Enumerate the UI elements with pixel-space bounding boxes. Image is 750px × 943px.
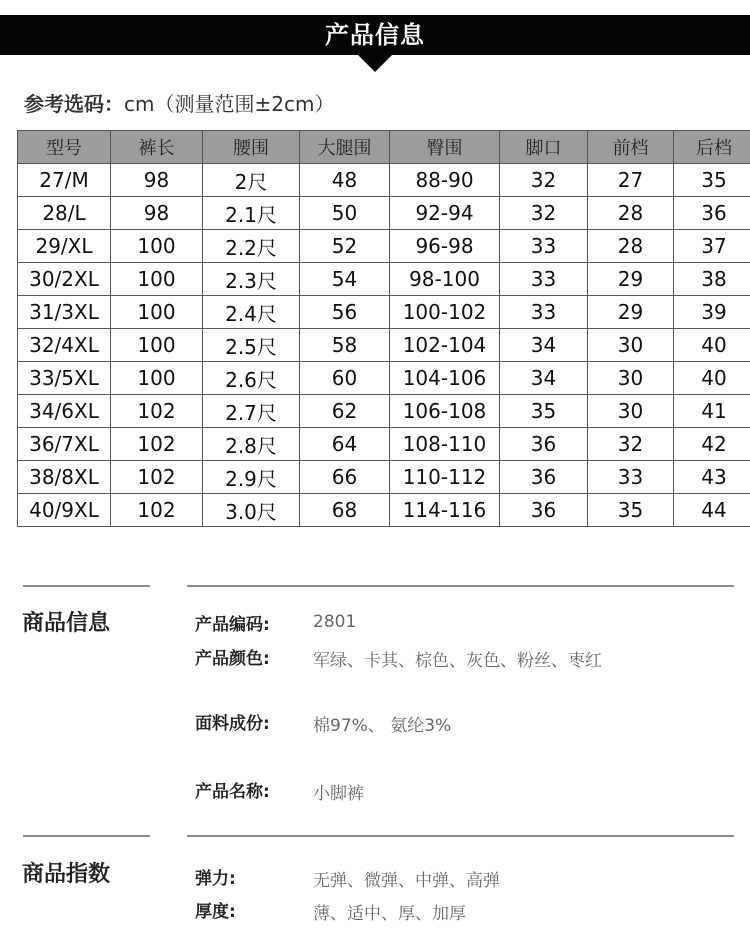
table-cell: 2.1尺 xyxy=(203,197,300,230)
table-cell: 40 xyxy=(674,362,750,395)
field-label: 产品颜色: xyxy=(195,649,270,669)
table-cell: 29 xyxy=(588,296,674,329)
table-cell: 62 xyxy=(300,395,390,428)
table-row xyxy=(18,197,750,230)
header-cell: 型号 xyxy=(18,131,111,164)
table-cell: 38/8XL xyxy=(18,461,111,494)
table-row xyxy=(18,329,750,362)
header-cell: 臀围 xyxy=(390,131,500,164)
table-cell: 32 xyxy=(500,164,588,197)
table-cell: 32 xyxy=(588,428,674,461)
table-cell: 36 xyxy=(674,197,750,230)
table-row xyxy=(18,230,750,263)
table-cell: 100 xyxy=(111,230,203,263)
table-cell: 44 xyxy=(674,494,750,527)
table-cell: 2.8尺 xyxy=(203,428,300,461)
table-cell: 98 xyxy=(111,197,203,230)
table-cell: 31/3XL xyxy=(18,296,111,329)
divider-left xyxy=(23,585,150,587)
table-cell: 100 xyxy=(111,263,203,296)
table-cell: 30 xyxy=(588,329,674,362)
field-value: 小脚裤 xyxy=(313,784,364,804)
table-cell: 32 xyxy=(500,197,588,230)
table-cell: 48 xyxy=(300,164,390,197)
table-cell: 36 xyxy=(500,494,588,527)
field-label: 产品编码: xyxy=(195,615,270,635)
table-cell: 102 xyxy=(111,395,203,428)
table-cell: 36/7XL xyxy=(18,428,111,461)
table-row xyxy=(18,461,750,494)
header-cell: 腰围 xyxy=(203,131,300,164)
table-row xyxy=(18,395,750,428)
table-cell: 52 xyxy=(300,230,390,263)
table-cell: 33/5XL xyxy=(18,362,111,395)
header-cell: 后档 xyxy=(674,131,750,164)
table-cell: 100 xyxy=(111,296,203,329)
size-table xyxy=(17,130,750,527)
table-cell: 40/9XL xyxy=(18,494,111,527)
table-cell: 2.9尺 xyxy=(203,461,300,494)
size-note-label: 参考选码： xyxy=(24,92,124,116)
table-cell: 30 xyxy=(588,362,674,395)
table-cell: 39 xyxy=(674,296,750,329)
size-note xyxy=(24,88,334,117)
table-cell: 36 xyxy=(500,428,588,461)
table-cell: 2.2尺 xyxy=(203,230,300,263)
table-cell: 100 xyxy=(111,362,203,395)
table-cell: 2.4尺 xyxy=(203,296,300,329)
field-label: 弹力: xyxy=(195,869,236,889)
table-row xyxy=(18,296,750,329)
title-arrow-icon xyxy=(358,55,392,72)
field-value: 无弹、微弹、中弹、高弹 xyxy=(313,871,500,891)
table-cell: 60 xyxy=(300,362,390,395)
table-cell: 2.5尺 xyxy=(203,329,300,362)
table-cell: 33 xyxy=(500,296,588,329)
table-cell: 35 xyxy=(588,494,674,527)
product-info-heading: 商品信息 xyxy=(22,611,111,636)
divider-right xyxy=(187,585,734,587)
table-cell: 92-94 xyxy=(390,197,500,230)
header-cell: 前档 xyxy=(588,131,674,164)
table-cell: 43 xyxy=(674,461,750,494)
size-note-text: cm（测量范围±2cm） xyxy=(124,92,335,116)
table-cell: 40 xyxy=(674,329,750,362)
size-table-header xyxy=(18,131,750,164)
table-cell: 37 xyxy=(674,230,750,263)
field-label: 产品名称: xyxy=(195,782,270,802)
field-label: 厚度: xyxy=(195,902,236,922)
table-cell: 56 xyxy=(300,296,390,329)
table-cell: 100 xyxy=(111,329,203,362)
table-cell: 41 xyxy=(674,395,750,428)
table-cell: 50 xyxy=(300,197,390,230)
table-cell: 32/4XL xyxy=(18,329,111,362)
field-value: 薄、适中、厚、加厚 xyxy=(313,904,466,924)
table-cell: 98 xyxy=(111,164,203,197)
table-cell: 102 xyxy=(111,428,203,461)
field-value: 军绿、卡其、棕色、灰色、粉丝、枣红 xyxy=(313,651,602,671)
table-cell: 54 xyxy=(300,263,390,296)
table-row xyxy=(18,362,750,395)
table-cell: 2.7尺 xyxy=(203,395,300,428)
table-cell: 35 xyxy=(674,164,750,197)
header-cell: 脚口 xyxy=(500,131,588,164)
table-cell: 58 xyxy=(300,329,390,362)
table-cell: 96-98 xyxy=(390,230,500,263)
table-cell: 102 xyxy=(111,494,203,527)
table-cell: 108-110 xyxy=(390,428,500,461)
table-cell: 2尺 xyxy=(203,164,300,197)
table-cell: 68 xyxy=(300,494,390,527)
table-cell: 27 xyxy=(588,164,674,197)
table-cell: 3.0尺 xyxy=(203,494,300,527)
table-cell: 38 xyxy=(674,263,750,296)
table-cell: 29 xyxy=(588,263,674,296)
table-row xyxy=(18,263,750,296)
table-cell: 28 xyxy=(588,230,674,263)
divider-right xyxy=(187,835,734,837)
field-label: 面料成份: xyxy=(195,714,270,734)
page-title: 产品信息 xyxy=(325,21,425,49)
table-row xyxy=(18,428,750,461)
table-cell: 36 xyxy=(500,461,588,494)
table-cell: 33 xyxy=(500,230,588,263)
table-row xyxy=(18,164,750,197)
table-cell: 64 xyxy=(300,428,390,461)
field-value: 2801 xyxy=(313,612,357,632)
divider-left xyxy=(23,835,150,837)
field-value: 棉97%、 氨纶3% xyxy=(313,716,452,736)
table-cell: 33 xyxy=(500,263,588,296)
title-bar xyxy=(0,15,750,55)
table-cell: 2.6尺 xyxy=(203,362,300,395)
table-cell: 102 xyxy=(111,461,203,494)
table-cell: 88-90 xyxy=(390,164,500,197)
table-cell: 2.3尺 xyxy=(203,263,300,296)
table-cell: 28/L xyxy=(18,197,111,230)
table-cell: 110-112 xyxy=(390,461,500,494)
header-cell: 大腿围 xyxy=(300,131,390,164)
header-cell: 裤长 xyxy=(111,131,203,164)
table-cell: 28 xyxy=(588,197,674,230)
product-index-heading: 商品指数 xyxy=(22,862,111,887)
table-cell: 104-106 xyxy=(390,362,500,395)
table-cell: 30 xyxy=(588,395,674,428)
table-cell: 100-102 xyxy=(390,296,500,329)
table-cell: 34/6XL xyxy=(18,395,111,428)
table-cell: 30/2XL xyxy=(18,263,111,296)
table-cell: 114-116 xyxy=(390,494,500,527)
table-cell: 35 xyxy=(500,395,588,428)
table-cell: 102-104 xyxy=(390,329,500,362)
table-cell: 66 xyxy=(300,461,390,494)
table-cell: 33 xyxy=(588,461,674,494)
table-cell: 98-100 xyxy=(390,263,500,296)
table-cell: 106-108 xyxy=(390,395,500,428)
table-cell: 34 xyxy=(500,362,588,395)
table-cell: 42 xyxy=(674,428,750,461)
table-cell: 27/M xyxy=(18,164,111,197)
table-row xyxy=(18,494,750,527)
table-cell: 29/XL xyxy=(18,230,111,263)
table-cell: 34 xyxy=(500,329,588,362)
